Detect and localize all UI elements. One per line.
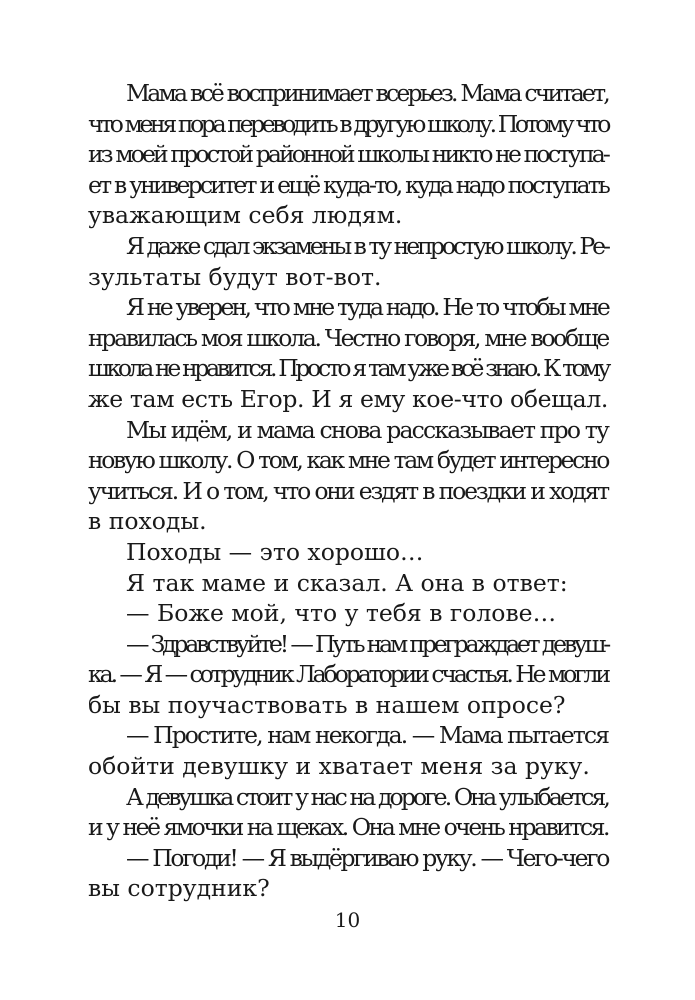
- text-line: А девушка стоит у нас на дороге. Она улыбается,: [126, 782, 608, 811]
- text-line: зультаты будут вот-вот.: [88, 262, 382, 291]
- text-line: школа не нравится. Просто я там уже всё знаю. К тому: [88, 354, 608, 383]
- text-line: ка. — Я — сотрудник Лаборатории счастья. Не могли: [88, 660, 608, 689]
- page-number: 10: [334, 908, 361, 932]
- text-line: и у неё ямочки на щеках. Она мне очень нравится.: [88, 813, 608, 842]
- text-line: Походы — это хорошо…: [126, 537, 424, 566]
- text-line: — Боже мой, что у тебя в голове…: [126, 599, 557, 628]
- text-line: же там есть Егор. И я ему кое-что обещал.: [88, 384, 608, 413]
- text-line: Я так маме и сказал. А она в ответ:: [126, 568, 568, 597]
- body-text: [88, 78, 608, 904]
- text-line: — Здравствуйте! — Путь нам преграждает девуш-: [126, 629, 608, 658]
- text-line: Я даже сдал экзамены в ту непростую школу. Ре-: [126, 231, 608, 260]
- text-line: Мы идём, и мама снова рассказывает про ту: [126, 415, 608, 444]
- text-line: вы сотрудник?: [88, 874, 270, 903]
- text-line: — Простите, нам некогда. — Мама пытается: [126, 721, 608, 750]
- text-line: уважающим себя людям.: [88, 201, 403, 230]
- text-line: нравилась моя школа. Честно говоря, мне вообще: [88, 323, 608, 352]
- text-line: Я не уверен, что мне туда надо. Не то чтобы мне: [126, 293, 608, 322]
- text-line: в походы.: [88, 507, 207, 536]
- text-line: Мама всё воспринимает всерьез. Мама считает,: [126, 79, 608, 107]
- text-line: что меня пора переводить в другую школу. Потому что: [88, 109, 608, 138]
- text-line: обойти девушку и хватает меня за руку.: [88, 752, 590, 781]
- text-line: — Погоди! — Я выдёргиваю руку. — Чего-чего: [126, 843, 608, 872]
- text-line: бы вы поучаствовать в нашем опросе?: [88, 690, 566, 719]
- text-line: новую школу. О том, как мне там будет интересно: [88, 446, 608, 475]
- text-line: учиться. И о том, что они ездят в поездки и ходят: [88, 476, 608, 505]
- text-line: из моей простой районной школы никто не поступа-: [88, 140, 608, 169]
- text-line: ет в университет и ещё куда-то, куда надо поступать: [88, 170, 608, 199]
